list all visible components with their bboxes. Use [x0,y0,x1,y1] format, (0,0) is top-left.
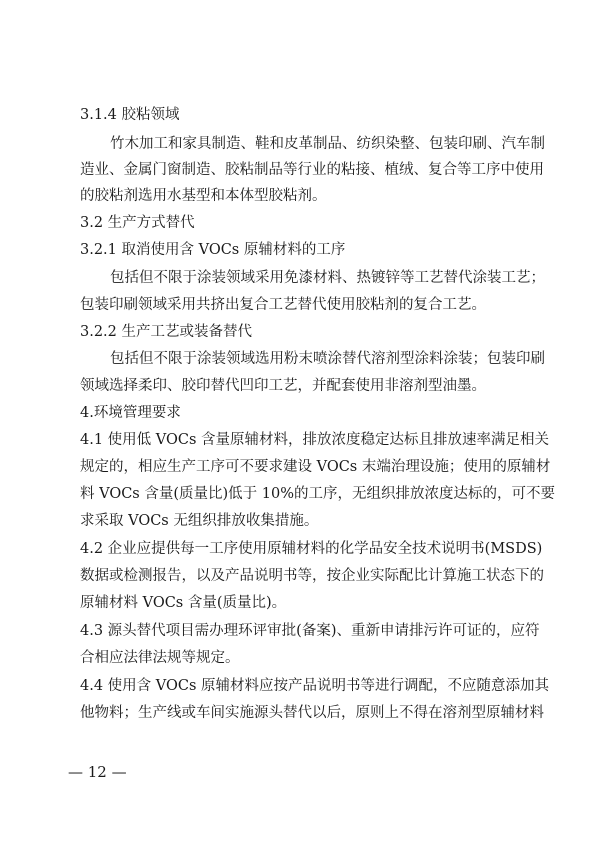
para-4-1-line-1: 4.1 使用低 VOCs 含量原辅材料，排放浓度稳定达标且排放速率满足相关 [80,432,550,448]
para-3-1-4-line-1: 竹木加工和家具制造、鞋和皮革制品、纺织染整、包装印刷、汽车制 [110,136,545,152]
para-4-4-line-2: 他物料；生产线或车间实施源头替代以后，原则上不得在溶剂型原辅材料 [80,705,544,721]
para-3-2-1-line-1: 包括但不限于涂装领域采用免漆材料、热镀锌等工艺替代涂装工艺； [110,270,545,286]
para-4-1-line-3: 料 VOCs 含量(质量比)低于 10%的工序，无组织排放浓度达标的，可不要 [80,486,556,502]
heading-3-2: 3.2 生产方式替代 [80,215,195,231]
para-3-1-4-line-3: 的胶粘剂选用水基型和本体型胶粘剂。 [80,188,327,204]
para-4-3-line-2: 合相应法律法规等规定。 [80,650,240,666]
para-4-3-line-1: 4.3 源头替代项目需办理环评审批(备案)、重新申请排污许可证的，应符 [80,623,540,639]
para-3-2-2-line-1: 包括但不限于涂装领域选用粉末喷涂替代溶剂型涂料涂装；包装印刷 [110,351,545,367]
para-3-2-2-line-2: 领域选择柔印、胶印替代凹印工艺，并配套使用非溶剂型油墨。 [80,378,486,394]
para-3-2-1-line-2: 包装印刷领域采用共挤出复合工艺替代使用胶粘剂的复合工艺。 [80,297,486,313]
para-4-1-line-4: 求采取 VOCs 无组织排放收集措施。 [80,513,319,529]
heading-4: 4.环境管理要求 [80,405,181,421]
heading-3-1-4: 3.1.4 胶粘领域 [80,107,180,123]
para-4-1-line-2: 规定的，相应生产工序可不要求建设 VOCs 末端治理设施；使用的原辅材 [80,459,551,475]
para-4-4-line-1: 4.4 使用含 VOCs 原辅材料应按产品说明书等进行调配，不应随意添加其 [80,678,550,694]
heading-3-2-1: 3.2.1 取消使用含 VOCs 原辅材料的工序 [80,242,346,258]
heading-3-2-2: 3.2.2 生产工艺或装备替代 [80,324,253,340]
para-4-2-line-1: 4.2 企业应提供每一工序使用原辅材料的化学品安全技术说明书(MSDS) [80,541,543,557]
para-4-2-line-2: 数据或检测报告，以及产品说明书等，按企业实际配比计算施工状态下的 [80,568,544,584]
para-4-2-line-3: 原辅材料 VOCs 含量(质量比)。 [80,595,287,611]
para-3-1-4-line-2: 造业、金属门窗制造、胶粘制品等行业的粘接、植绒、复合等工序中使用 [80,162,544,178]
page-number: — 12 — [68,763,127,781]
